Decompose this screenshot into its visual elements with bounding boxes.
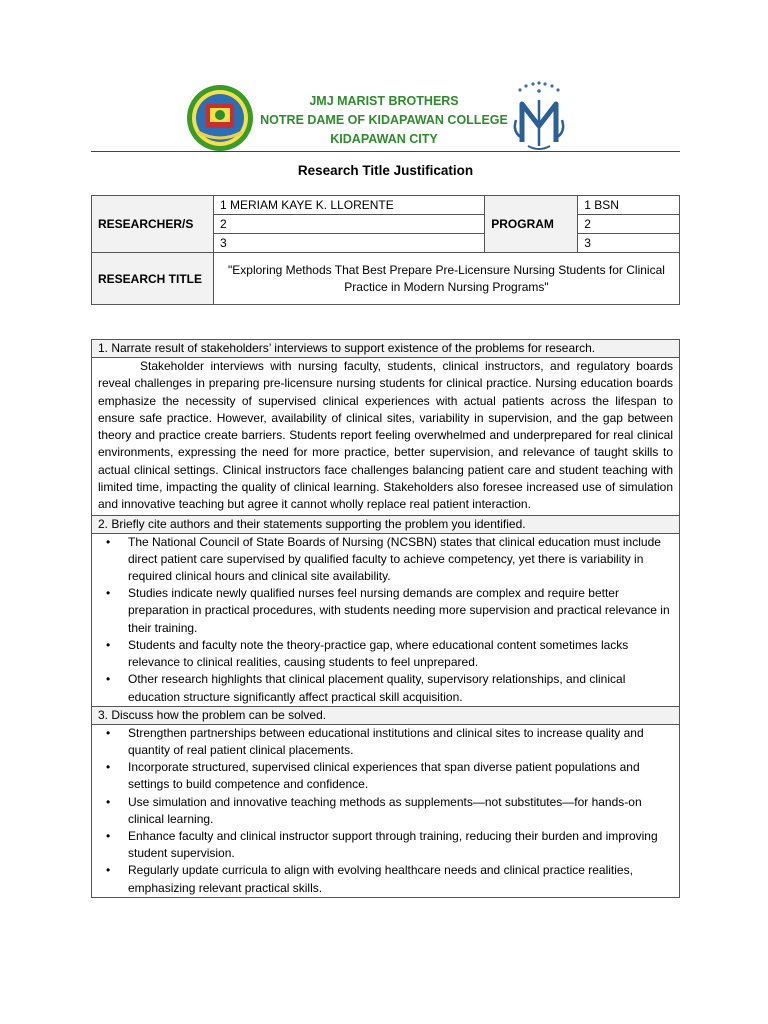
institution-name xyxy=(250,92,518,149)
justification-table xyxy=(91,339,680,898)
bullet-icon: • xyxy=(106,586,111,601)
bullet-icon: • xyxy=(106,794,111,809)
header-line-1: JMJ MARIST BROTHERS xyxy=(309,94,459,108)
header-line-2: NOTRE DAME OF KIDAPAWAN COLLEGE xyxy=(260,113,508,127)
list-item-text: The National Council of State Boards of Nursing (NCSBN) states that clinical education must include direct patient care supervised by qualified faculty to achieve competency, yet there is variability in required clinical hours and clinical site availability. xyxy=(128,534,661,584)
bullet-icon: • xyxy=(106,828,111,843)
program-label: PROGRAM xyxy=(485,196,578,253)
list-item-text: Use simulation and innovative teaching methods as supplements—not substitutes—for hands-on clinical learning. xyxy=(128,794,642,826)
bullet-icon: • xyxy=(106,637,111,652)
researcher-1: 1 MERIAM KAYE K. LLORENTE xyxy=(213,196,484,215)
section-1-narrative xyxy=(92,358,680,516)
header-divider xyxy=(91,151,680,152)
section-1-text: Stakeholder interviews with nursing faculty, students, clinical instructors, and regulatory boards reveal challenges in preparing pre-licensure nursing students for clinical practice. Nursing education boards emphasize the necessity of supervised clinical experiences with actual patients across the lifespan to ensure safe practice. However, availability of clinical sites, variability in supervision, and the gap between theory and practice create barriers. Students report feeling overwhelmed and underprepared for real clinical environments, expressing the need for more practice, better supervision, and relevance of taught skills to actual clinical settings. Clinical instructors face challenges balancing patient care and student teaching with limited time, impacting the quality of clinical learning. Stakeholders also foresee increased use of simulation and innovative teaching but agree it cannot wholly replace real patient interaction. xyxy=(98,359,673,512)
list-item xyxy=(106,637,673,671)
header-line-3: KIDAPAWAN CITY xyxy=(330,132,438,146)
list-item-text: Incorporate structured, supervised clinical experiences that span diverse patient populations and settings to build competence and confidence. xyxy=(128,760,640,792)
bullet-icon: • xyxy=(106,760,111,775)
section-3-heading: 3. Discuss how the problem can be solved. xyxy=(92,706,680,724)
list-item xyxy=(106,862,673,896)
document-title: Research Title Justification xyxy=(297,163,474,178)
list-item-text: Enhance faculty and clinical instructor support through training, reducing their burden and improving student supervision. xyxy=(128,828,658,861)
researcher-3: 3 xyxy=(213,234,484,253)
college-seal-logo xyxy=(186,84,254,152)
program-3: 3 xyxy=(578,234,680,253)
bullet-icon: • xyxy=(106,725,111,740)
research-title-value: "Exploring Methods That Best Prepare Pre-Licensure Nursing Students for Clinical Practice in Modern Nursing Programs" xyxy=(213,253,679,305)
bullet-icon: • xyxy=(106,534,111,549)
program-2: 2 xyxy=(578,215,680,234)
list-item xyxy=(106,725,673,759)
list-item-text: Regularly update curricula to align with evolving healthcare needs and clinical practice realities, emphasizing relevant practical skills. xyxy=(128,863,633,895)
section-3-body xyxy=(92,724,680,897)
section-1-heading: 1. Narrate result of stakeholders’ interviews to support existence of the problems for research. xyxy=(92,340,680,358)
research-title-label: RESEARCH TITLE xyxy=(92,253,214,305)
list-item xyxy=(106,585,673,637)
program-1: 1 BSN xyxy=(578,196,680,215)
bullet-icon: • xyxy=(106,672,111,687)
marist-monogram-logo xyxy=(508,80,570,152)
researchers-label: RESEARCHER/S xyxy=(92,196,214,253)
list-item xyxy=(106,671,673,705)
list-item-text: Studies indicate newly qualified nurses feel nursing demands are complex and require better preparation in practical procedures, with students needing more supervision and practical relevance in their training. xyxy=(128,586,670,635)
list-item xyxy=(106,759,673,793)
section-2-heading: 2. Briefly cite authors and their statements supporting the problem you identified. xyxy=(92,515,680,533)
researcher-2: 2 xyxy=(213,215,484,234)
list-item-text: Students and faculty note the theory-practice gap, where educational content sometimes lacks relevance to clinical realities, causing students to feel unprepared. xyxy=(128,637,629,670)
section-2-body xyxy=(92,533,680,706)
letterhead xyxy=(0,78,768,153)
list-item xyxy=(106,794,673,828)
list-item xyxy=(106,534,673,586)
list-item xyxy=(106,828,673,862)
list-item-text: Other research highlights that clinical placement quality, supervisory relationships, and clinical education structure significantly affect practical skill acquisition. xyxy=(128,672,626,704)
research-info-table xyxy=(91,195,680,305)
bullet-icon: • xyxy=(106,863,111,878)
section-3-list xyxy=(98,725,673,897)
list-item-text: Strengthen partnerships between educational institutions and clinical sites to increase quality and quantity of real patient clinical placements. xyxy=(128,725,644,757)
section-2-list xyxy=(98,534,673,706)
